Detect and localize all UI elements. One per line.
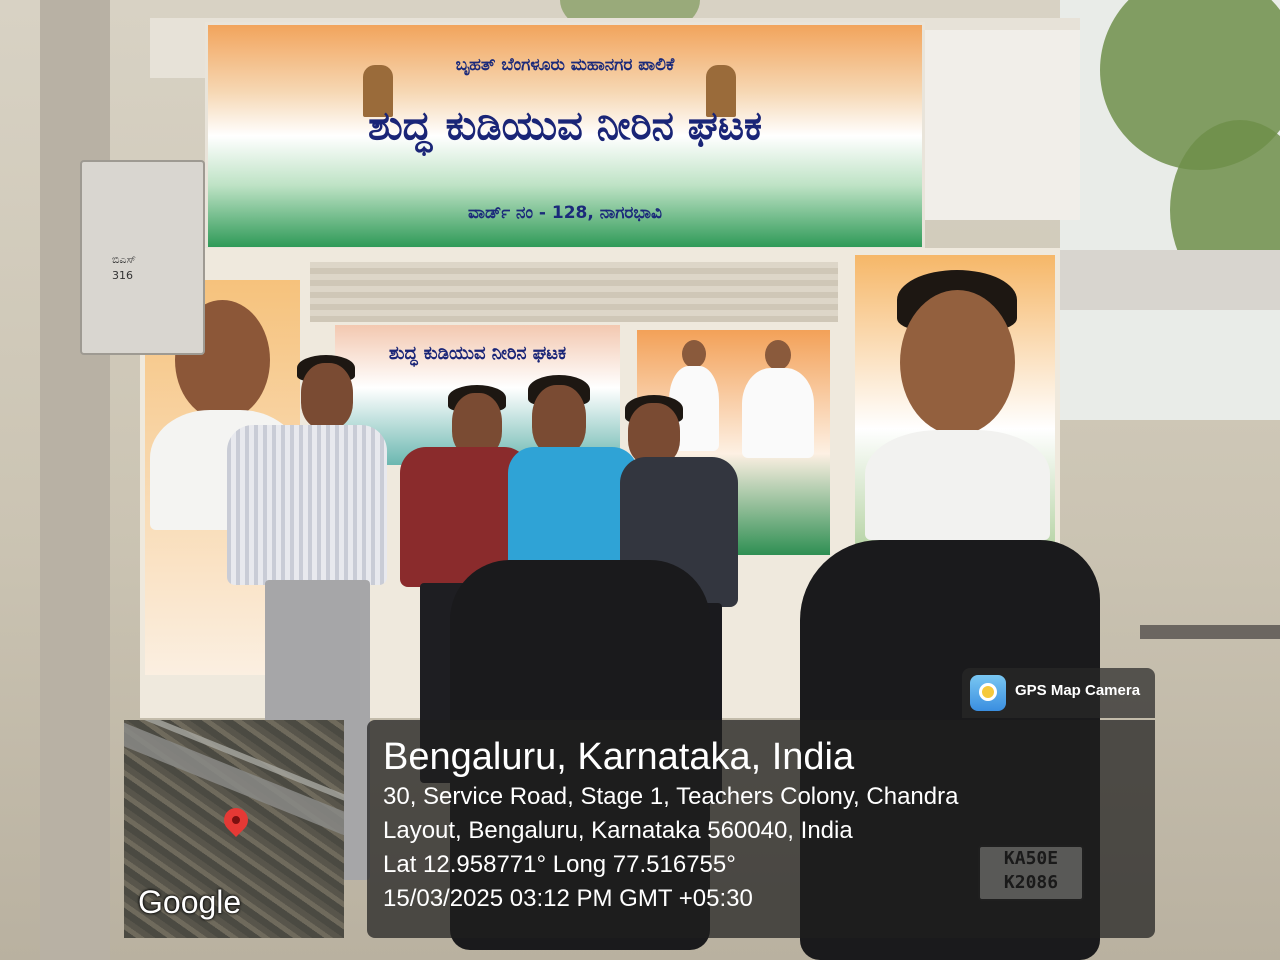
- map-pin-icon: [219, 803, 253, 837]
- head: [628, 403, 680, 465]
- poster-right: [855, 255, 1055, 545]
- poster-face: [900, 290, 1015, 435]
- location-info-panel: [367, 720, 1155, 938]
- inner-banner-title: ಶುದ್ಧ ಕುಡಿಯುವ ನೀರಿನ ಘಟಕ: [388, 343, 567, 364]
- head: [301, 363, 353, 429]
- map-thumbnail: [124, 720, 344, 938]
- utility-pole: [40, 0, 110, 960]
- banner-org-name: ಬೃಹತ್ ಬೆಂಗಳೂರು ಮಹಾನಗರ ಪಾಲಿಕೆ: [455, 55, 675, 75]
- kiosk-banner: [205, 22, 925, 250]
- address-line-1: 30, Service Road, Stage 1, Teachers Colony, Chandra: [383, 783, 959, 810]
- map-brand-label: Google: [138, 884, 242, 920]
- head: [532, 385, 586, 455]
- meter-label: ಬಿಎಸ್ 316: [112, 253, 136, 282]
- poster-face: [765, 340, 791, 370]
- gps-app-name: GPS Map Camera: [1015, 682, 1141, 699]
- poster-face: [682, 340, 706, 368]
- poster-shirt: [865, 430, 1050, 540]
- city-line: Bengaluru, Karnataka, India: [383, 736, 855, 778]
- address-line-2: Layout, Bengaluru, Karnataka 560040, India: [383, 817, 853, 844]
- bus-shelter-bench: [1140, 625, 1280, 639]
- banner-title: ಶುದ್ಧ ಕುಡಿಯುವ ನೀರಿನ ಘಟಕ: [368, 103, 762, 149]
- kiosk-shutter: [310, 262, 838, 322]
- coordinates: Lat 12.958771° Long 77.516755°: [383, 851, 736, 878]
- bus-shelter-roof: [1055, 250, 1280, 310]
- banner-side-panel: [925, 30, 1080, 220]
- banner-ward: ವಾರ್ಡ್ ನಂ - 128, ನಾಗರಭಾವಿ: [468, 203, 662, 223]
- checked-shirt: [227, 425, 387, 585]
- electric-meter-box: [80, 160, 205, 355]
- map-road: [124, 720, 344, 808]
- timestamp: 15/03/2025 03:12 PM GMT +05:30: [383, 885, 753, 912]
- poster-shirt: [742, 368, 814, 458]
- gps-app-badge: [962, 668, 1155, 718]
- gps-camera-app-icon: [970, 675, 1006, 711]
